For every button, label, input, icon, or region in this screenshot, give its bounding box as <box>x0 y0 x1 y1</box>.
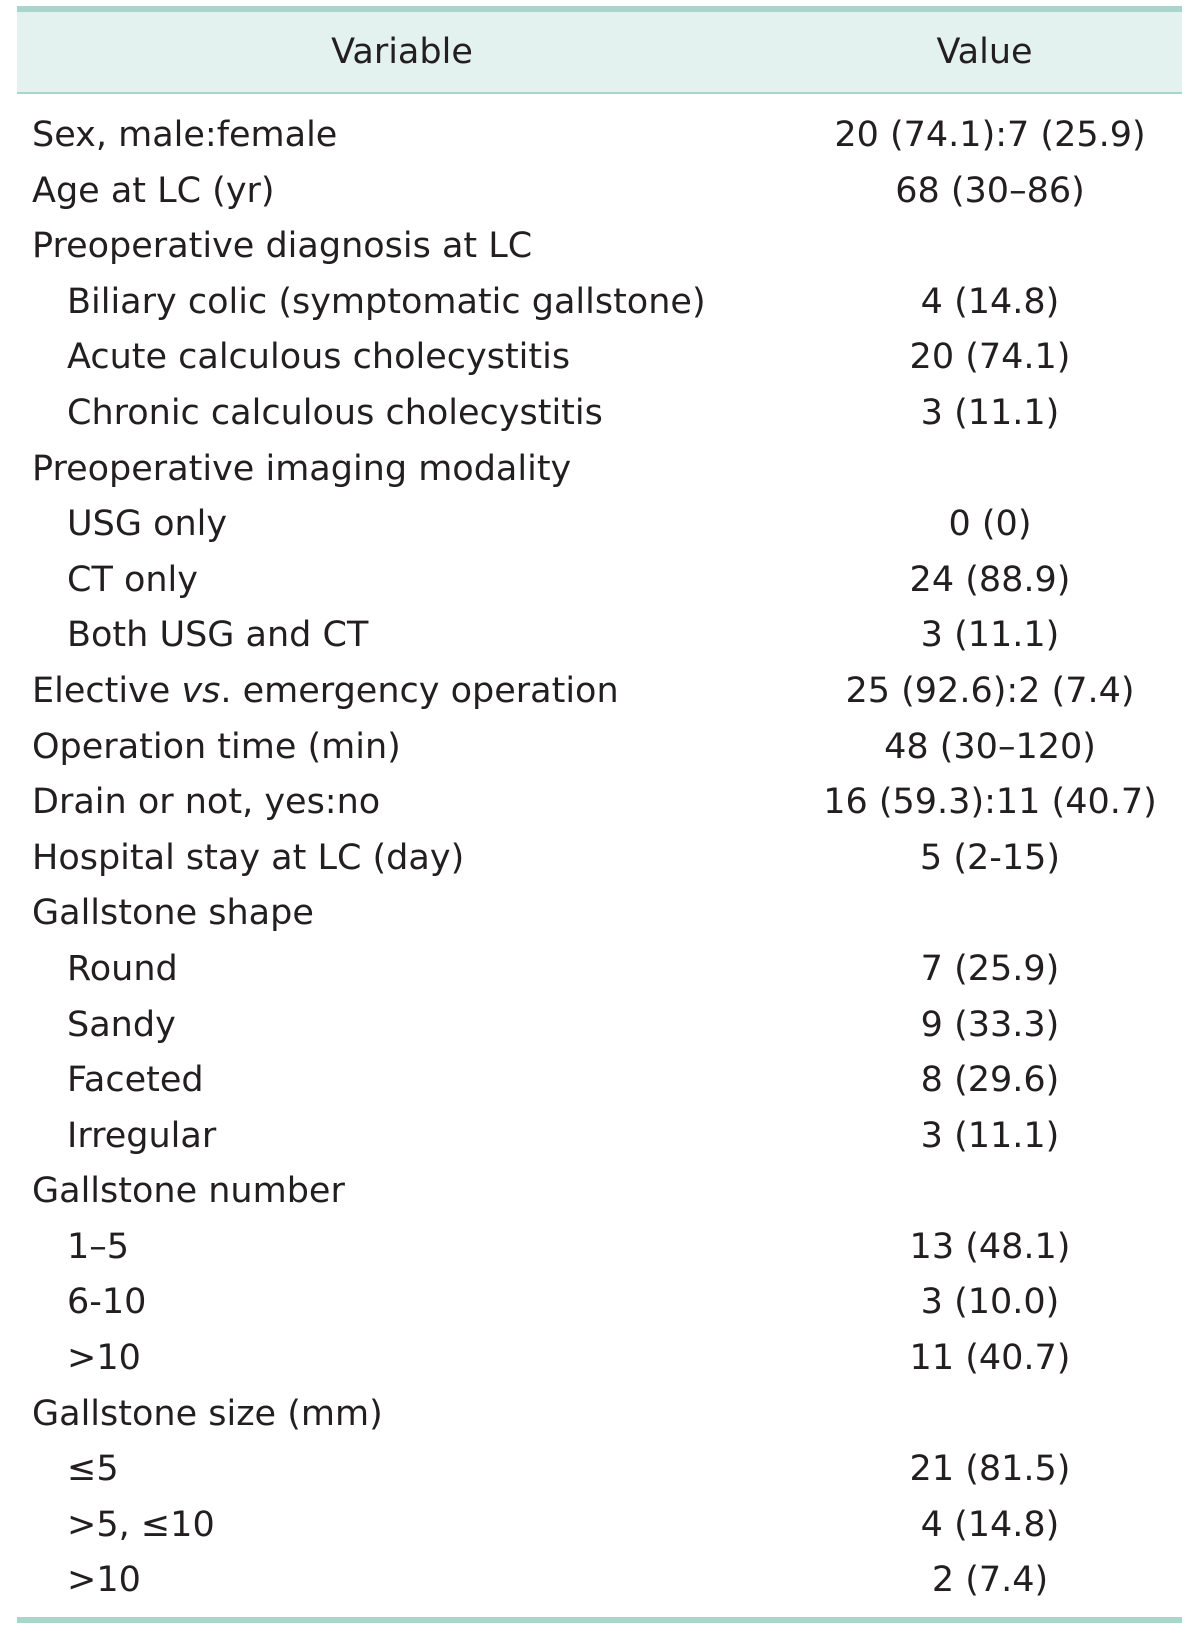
header-variable: Variable <box>331 32 473 72</box>
row-value: 2 (7.4) <box>931 1560 1049 1601</box>
row-value: 20 (74.1) <box>909 337 1071 378</box>
table-row <box>0 831 1200 887</box>
row-label: Both USG and CT <box>67 615 369 656</box>
row-value: 3 (11.1) <box>920 615 1060 656</box>
table-row <box>0 1387 1200 1443</box>
row-label: 6-10 <box>67 1282 147 1323</box>
row-value: 11 (40.7) <box>909 1338 1071 1379</box>
table-row <box>0 386 1200 442</box>
table-row <box>0 275 1200 331</box>
table-row <box>0 1442 1200 1498</box>
row-label: Chronic calculous cholecystitis <box>67 392 603 433</box>
row-label: Sex, male:female <box>32 115 338 155</box>
header-rule <box>17 92 1182 94</box>
row-value: 7 (25.9) <box>920 948 1060 989</box>
bottom-rule <box>17 1617 1182 1623</box>
row-label: Hospital stay at LC (day) <box>32 837 465 878</box>
table-row <box>0 1220 1200 1276</box>
table-row <box>0 1275 1200 1331</box>
row-label: >10 <box>67 1338 141 1379</box>
row-value: 0 (0) <box>948 504 1032 545</box>
row-label: Preoperative diagnosis at LC <box>32 226 533 267</box>
row-value: 3 (11.1) <box>920 1115 1060 1156</box>
table-row <box>0 442 1200 498</box>
row-label: Sandy <box>67 1004 176 1045</box>
row-value: 16 (59.3):11 (40.7) <box>823 782 1157 823</box>
row-label-italic: vs <box>181 670 221 711</box>
table-row <box>0 998 1200 1054</box>
row-value: 3 (10.0) <box>920 1282 1060 1323</box>
row-value: 13 (48.1) <box>909 1226 1071 1267</box>
table-row <box>0 664 1200 720</box>
row-label <box>32 664 619 720</box>
row-label: Operation time (min) <box>32 726 401 767</box>
row-value: 21 (81.5) <box>909 1449 1071 1490</box>
table-row <box>0 1331 1200 1387</box>
row-label: CT only <box>67 559 198 600</box>
table-row <box>0 1109 1200 1165</box>
row-label: Preoperative imaging modality <box>32 448 572 489</box>
table-row <box>0 1053 1200 1109</box>
table-row <box>0 720 1200 776</box>
row-label: 1–5 <box>67 1226 130 1267</box>
row-label: Acute calculous cholecystitis <box>67 337 571 378</box>
table-row <box>0 164 1200 220</box>
row-label: Round <box>67 948 178 989</box>
row-label: Biliary colic (symptomatic gallstone) <box>67 281 706 322</box>
table-row <box>0 1553 1200 1609</box>
table-row <box>0 886 1200 942</box>
row-label: Gallstone size (mm) <box>32 1393 383 1434</box>
table-row <box>0 108 1200 164</box>
row-label-part: Elective <box>32 670 182 711</box>
row-label: Drain or not, yes:no <box>32 782 381 823</box>
row-label: Faceted <box>67 1060 204 1101</box>
row-label: >10 <box>67 1560 141 1601</box>
table-row <box>0 775 1200 831</box>
table-row <box>0 1498 1200 1554</box>
row-value: 8 (29.6) <box>920 1060 1060 1101</box>
table-row <box>0 1164 1200 1220</box>
row-value: 20 (74.1):7 (25.9) <box>834 115 1146 155</box>
row-value: 5 (2-15) <box>919 837 1061 878</box>
row-label: Age at LC (yr) <box>32 170 275 211</box>
header-value: Value <box>936 32 1033 72</box>
row-label: Gallstone number <box>32 1171 345 1212</box>
row-value: 3 (11.1) <box>920 392 1060 433</box>
row-value: 68 (30–86) <box>895 170 1085 211</box>
row-label-part: . emergency operation <box>220 670 619 711</box>
row-label: ≤5 <box>67 1449 119 1490</box>
row-value: 48 (30–120) <box>884 726 1096 767</box>
table-row <box>0 219 1200 275</box>
table-row <box>0 608 1200 664</box>
table-row <box>0 942 1200 998</box>
table-row <box>0 497 1200 553</box>
row-label: USG only <box>67 504 228 545</box>
row-value: 24 (88.9) <box>909 559 1071 600</box>
row-value: 25 (92.6):2 (7.4) <box>845 670 1135 711</box>
row-label: Gallstone shape <box>32 893 314 934</box>
row-value: 9 (33.3) <box>920 1004 1060 1045</box>
table-body <box>0 108 1200 1609</box>
row-value: 4 (14.8) <box>920 281 1060 322</box>
row-label: Irregular <box>67 1115 217 1156</box>
row-value: 4 (14.8) <box>920 1504 1060 1545</box>
table-row <box>0 330 1200 386</box>
row-label: >5, ≤10 <box>67 1504 215 1545</box>
table-row <box>0 553 1200 609</box>
